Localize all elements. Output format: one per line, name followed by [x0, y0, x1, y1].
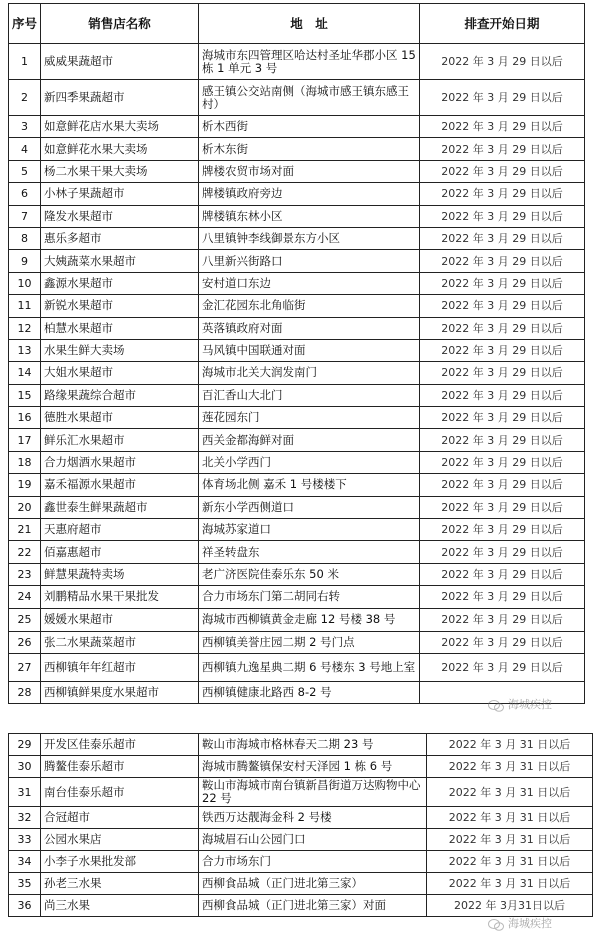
store-name: 路缘果蔬综合超市 [41, 384, 199, 406]
check-start-date: 2022 年 3 月 29 日以后 [420, 295, 585, 317]
row-number: 11 [9, 295, 41, 317]
store-name: 鲜慧果蔬特卖场 [41, 563, 199, 585]
check-start-date: 2022 年 3 月 29 日以后 [420, 160, 585, 182]
store-name: 刘鹏精品水果干果批发 [41, 586, 199, 608]
store-address: 体育场北侧 嘉禾 1 号楼楼下 [199, 474, 420, 496]
row-number: 26 [9, 631, 41, 653]
store-address: 西柳镇九逸星典二期 6 号楼东 3 号地上室 [199, 653, 420, 681]
store-address: 析木东街 [199, 138, 420, 160]
store-address: 马风镇中国联通对面 [199, 339, 420, 361]
check-start-date: 2022 年 3月31日以后 [427, 895, 593, 917]
store-address: 感王镇公交站南侧（海城市感王镇东感王村） [199, 80, 420, 116]
check-start-date: 2022 年 3 月 29 日以后 [420, 541, 585, 563]
store-address: 祥圣转盘东 [199, 541, 420, 563]
row-number: 8 [9, 227, 41, 249]
row-number: 14 [9, 362, 41, 384]
table-row [9, 563, 585, 585]
store-name: 开发区佳泰乐超市 [41, 734, 199, 756]
store-name: 威威果蔬超市 [41, 44, 199, 80]
store-address: 金汇花园东北角临街 [199, 295, 420, 317]
store-table-part-1 [8, 3, 585, 704]
row-number: 30 [9, 756, 41, 778]
table-row [9, 519, 585, 541]
table-row [9, 227, 585, 249]
check-start-date: 2022 年 3 月 29 日以后 [420, 451, 585, 473]
check-start-date: 2022 年 3 月 31 日以后 [427, 734, 593, 756]
store-name: 新四季果蔬超市 [41, 80, 199, 116]
check-start-date: 2022 年 3 月 29 日以后 [420, 362, 585, 384]
row-number: 5 [9, 160, 41, 182]
row-number: 22 [9, 541, 41, 563]
store-address: 新东小学西侧道口 [199, 496, 420, 518]
row-number: 9 [9, 250, 41, 272]
check-start-date: 2022 年 3 月 29 日以后 [420, 272, 585, 294]
row-number: 28 [9, 681, 41, 703]
store-name: 腾鳌佳泰乐超市 [41, 756, 199, 778]
store-name: 嘉禾福源水果超市 [41, 474, 199, 496]
store-address: 百汇香山大北门 [199, 384, 420, 406]
store-name: 小林子果蔬超市 [41, 183, 199, 205]
header-address: 地 址 [199, 4, 420, 44]
wechat-logo-icon [488, 697, 504, 709]
table-row [9, 541, 585, 563]
table-row [9, 317, 585, 339]
store-address: 海城苏家道口 [199, 519, 420, 541]
row-number: 10 [9, 272, 41, 294]
check-start-date: 2022 年 3 月 29 日以后 [420, 563, 585, 585]
row-number: 2 [9, 80, 41, 116]
store-name: 大姐水果超市 [41, 362, 199, 384]
check-start-date: 2022 年 3 月 29 日以后 [420, 227, 585, 249]
store-name: 德胜水果超市 [41, 407, 199, 429]
store-address: 合力市场东门第二胡同右转 [199, 586, 420, 608]
store-address: 鞍山市海城市格林春天二期 23 号 [199, 734, 427, 756]
store-name: 杨二水果干果大卖场 [41, 160, 199, 182]
row-number: 25 [9, 608, 41, 631]
row-number: 18 [9, 451, 41, 473]
store-address: 铁西万达靓海金科 2 号楼 [199, 807, 427, 829]
store-address: 鞍山市海城市南台镇新昌街道万达购物中心 22 号 [199, 778, 427, 807]
row-number: 34 [9, 851, 41, 873]
store-table-part-2 [8, 733, 593, 917]
check-start-date: 2022 年 3 月 29 日以后 [420, 339, 585, 361]
table-row [9, 407, 585, 429]
row-number: 17 [9, 429, 41, 451]
store-address: 西关金都海鲜对面 [199, 429, 420, 451]
store-address: 北关小学西门 [199, 451, 420, 473]
store-name: 大姨蔬菜水果超市 [41, 250, 199, 272]
table-row [9, 829, 593, 851]
store-name: 尚三水果 [41, 895, 199, 917]
store-address: 海城市东四管理区哈达村圣址华郡小区 15 栋 1 单元 3 号 [199, 44, 420, 80]
table-row [9, 160, 585, 182]
check-start-date: 2022 年 3 月 29 日以后 [420, 44, 585, 80]
store-address: 海城市西柳镇黄金走廊 12 号楼 38 号 [199, 608, 420, 631]
table-row [9, 384, 585, 406]
store-address: 西柳食品城（正门进北第三家）对面 [199, 895, 427, 917]
table-row [9, 295, 585, 317]
check-start-date: 2022 年 3 月 29 日以后 [420, 116, 585, 138]
row-number: 27 [9, 653, 41, 681]
store-address: 英落镇政府对面 [199, 317, 420, 339]
check-start-date: 2022 年 3 月 29 日以后 [420, 496, 585, 518]
table-row [9, 451, 585, 473]
store-name: 公园水果店 [41, 829, 199, 851]
store-address: 牌楼农贸市场对面 [199, 160, 420, 182]
table-row [9, 653, 585, 681]
table-row [9, 272, 585, 294]
store-name: 如意鲜花水果大卖场 [41, 138, 199, 160]
store-name: 孙老三水果 [41, 873, 199, 895]
check-start-date: 2022 年 3 月 31 日以后 [427, 873, 593, 895]
table-row [9, 631, 585, 653]
store-address: 西柳镇美誉庄园二期 2 号门点 [199, 631, 420, 653]
table-row [9, 80, 585, 116]
store-name: 佰嘉惠超市 [41, 541, 199, 563]
store-address: 八里镇钟李线御景东方小区 [199, 227, 420, 249]
store-address: 牌楼镇政府旁边 [199, 183, 420, 205]
store-name: 小李子水果批发部 [41, 851, 199, 873]
store-name: 柏慧水果超市 [41, 317, 199, 339]
store-name: 西柳镇鲜果度水果超市 [41, 681, 199, 703]
row-number: 33 [9, 829, 41, 851]
wechat-logo-icon [488, 916, 504, 928]
store-address: 牌楼镇东林小区 [199, 205, 420, 227]
check-start-date: 2022 年 3 月 31 日以后 [427, 756, 593, 778]
row-number: 19 [9, 474, 41, 496]
check-start-date: 2022 年 3 月 29 日以后 [420, 138, 585, 160]
table-row [9, 586, 585, 608]
store-name: 新锐水果超市 [41, 295, 199, 317]
check-start-date: 2022 年 3 月 29 日以后 [420, 474, 585, 496]
table-row [9, 756, 593, 778]
row-number: 32 [9, 807, 41, 829]
row-number: 35 [9, 873, 41, 895]
table-row [9, 851, 593, 873]
store-name: 惠乐多超市 [41, 227, 199, 249]
store-name: 合力烟酒水果超市 [41, 451, 199, 473]
check-start-date: 2022 年 3 月 31 日以后 [427, 829, 593, 851]
store-address: 海城市北关大润发南门 [199, 362, 420, 384]
check-start-date: 2022 年 3 月 31 日以后 [427, 778, 593, 807]
check-start-date: 2022 年 3 月 29 日以后 [420, 80, 585, 116]
store-name: 合冠超市 [41, 807, 199, 829]
check-start-date: 2022 年 3 月 29 日以后 [420, 183, 585, 205]
store-name: 天惠府超市 [41, 519, 199, 541]
check-start-date: 2022 年 3 月 29 日以后 [420, 205, 585, 227]
row-number: 6 [9, 183, 41, 205]
header-no: 序号 [9, 4, 41, 44]
row-number: 13 [9, 339, 41, 361]
row-number: 4 [9, 138, 41, 160]
table-row [9, 116, 585, 138]
watermark-text: 海城疾控 [508, 917, 552, 930]
table-row [9, 362, 585, 384]
store-name: 鑫世泰生鲜果蔬超市 [41, 496, 199, 518]
row-number: 3 [9, 116, 41, 138]
store-name: 张二水果蔬菜超市 [41, 631, 199, 653]
store-name: 鑫源水果超市 [41, 272, 199, 294]
store-address: 析木西街 [199, 116, 420, 138]
table-row [9, 734, 593, 756]
table-row [9, 474, 585, 496]
row-number: 12 [9, 317, 41, 339]
store-name: 西柳镇年年红超市 [41, 653, 199, 681]
row-number: 16 [9, 407, 41, 429]
table-row [9, 339, 585, 361]
check-start-date: 2022 年 3 月 29 日以后 [420, 586, 585, 608]
store-name: 隆发水果超市 [41, 205, 199, 227]
row-number: 24 [9, 586, 41, 608]
store-address: 西柳镇健康北路西 8-2 号 [199, 681, 420, 703]
store-name: 水果生鲜大卖场 [41, 339, 199, 361]
check-start-date: 2022 年 3 月 31 日以后 [427, 851, 593, 873]
check-start-date: 2022 年 3 月 29 日以后 [420, 631, 585, 653]
table-row [9, 183, 585, 205]
row-number: 1 [9, 44, 41, 80]
table-row [9, 138, 585, 160]
check-start-date: 2022 年 3 月 29 日以后 [420, 519, 585, 541]
table-row [9, 429, 585, 451]
check-start-date: 2022 年 3 月 29 日以后 [420, 384, 585, 406]
check-start-date: 2022 年 3 月 29 日以后 [420, 407, 585, 429]
row-number: 20 [9, 496, 41, 518]
store-name: 媛媛水果超市 [41, 608, 199, 631]
watermark-text: 海城疾控 [508, 698, 552, 711]
store-address: 安村道口东边 [199, 272, 420, 294]
store-address: 合力市场东门 [199, 851, 427, 873]
check-start-date: 2022 年 3 月 29 日以后 [420, 653, 585, 681]
table-row [9, 608, 585, 631]
check-start-date: 2022 年 3 月 29 日以后 [420, 429, 585, 451]
store-name: 如意鲜花店水果大卖场 [41, 116, 199, 138]
store-address: 海城市腾鳌镇保安村天泽园 1 栋 6 号 [199, 756, 427, 778]
row-number: 29 [9, 734, 41, 756]
store-name: 鲜乐汇水果超市 [41, 429, 199, 451]
store-address: 莲花园东门 [199, 407, 420, 429]
table-row [9, 44, 585, 80]
table-row [9, 873, 593, 895]
header-store: 销售店名称 [41, 4, 199, 44]
store-address: 八里新兴街路口 [199, 250, 420, 272]
row-number: 15 [9, 384, 41, 406]
table-row [9, 496, 585, 518]
row-number: 36 [9, 895, 41, 917]
row-number: 7 [9, 205, 41, 227]
table-row [9, 778, 593, 807]
check-start-date: 2022 年 3 月 31 日以后 [427, 807, 593, 829]
table-header-row [9, 4, 585, 44]
row-number: 31 [9, 778, 41, 807]
store-address: 海城眉石山公园门口 [199, 829, 427, 851]
table-row [9, 205, 585, 227]
row-number: 23 [9, 563, 41, 585]
row-number: 21 [9, 519, 41, 541]
store-name: 南台佳泰乐超市 [41, 778, 199, 807]
table-row [9, 250, 585, 272]
check-start-date: 2022 年 3 月 29 日以后 [420, 250, 585, 272]
table-row [9, 807, 593, 829]
header-date: 排查开始日期 [420, 4, 585, 44]
store-address: 老广济医院佳泰乐东 50 米 [199, 563, 420, 585]
store-address: 西柳食品城（正门进北第三家） [199, 873, 427, 895]
check-start-date: 2022 年 3 月 29 日以后 [420, 317, 585, 339]
table-row [9, 895, 593, 917]
check-start-date: 2022 年 3 月 29 日以后 [420, 608, 585, 631]
